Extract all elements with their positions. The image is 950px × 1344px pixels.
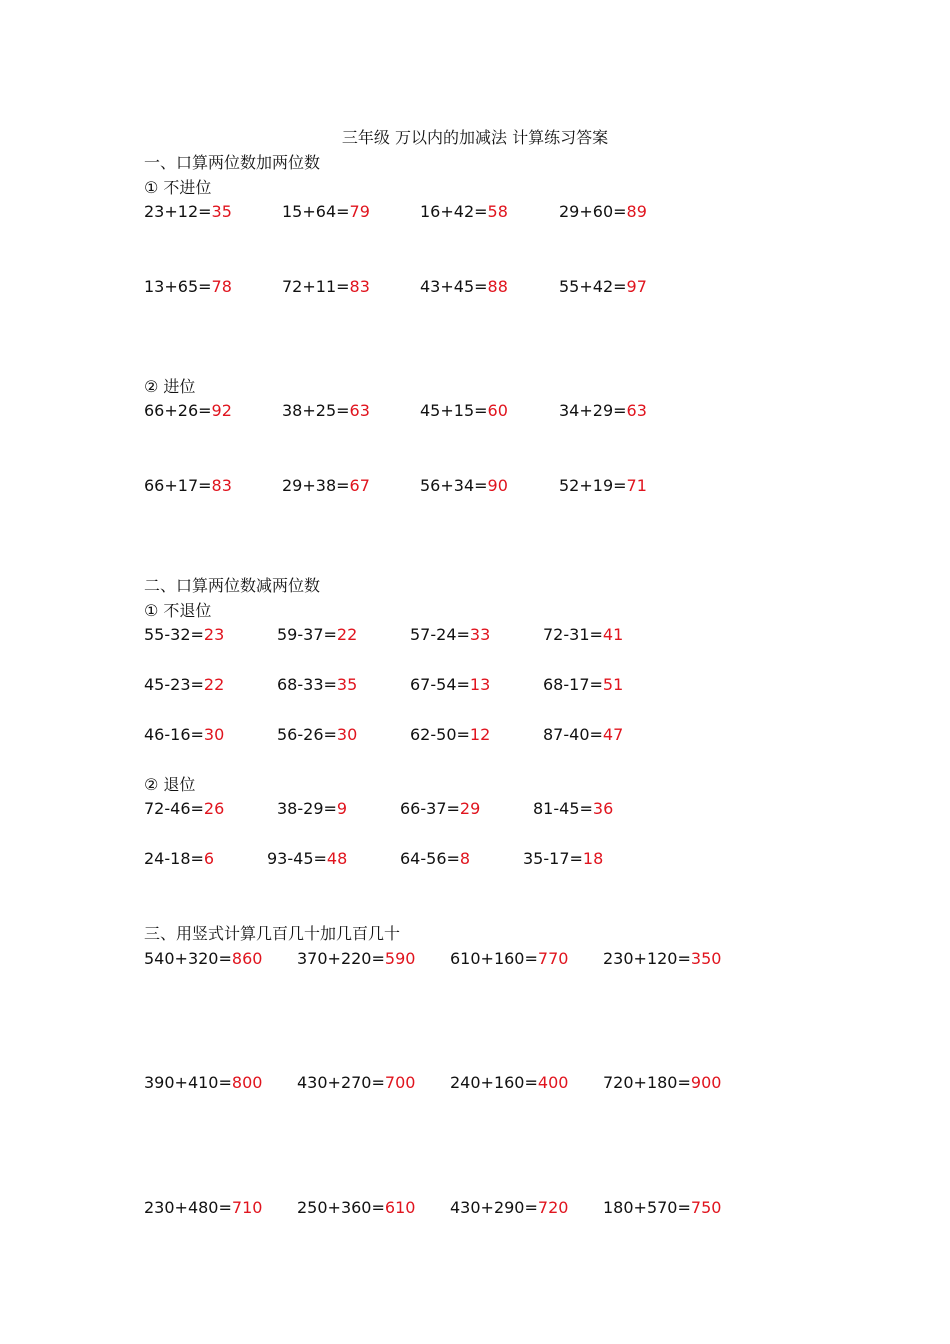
problem: [277, 625, 357, 645]
problem: [267, 849, 347, 869]
problem-expression: 46-16=: [144, 725, 204, 744]
problem: [543, 625, 623, 645]
problem-expression: 64-56=: [400, 849, 460, 868]
problem: [559, 202, 647, 222]
problem: [282, 476, 370, 496]
problem-answer: 860: [231, 949, 263, 968]
problem: [400, 849, 470, 869]
problem: [277, 725, 357, 745]
section-heading: 三、用竖式计算几百几十加几百几十: [144, 924, 401, 943]
problem-answer: 88: [487, 277, 508, 296]
problem-answer: 41: [602, 625, 624, 644]
problem-expression: 66+17=: [144, 476, 212, 495]
problem: [144, 625, 224, 645]
problem-expression: 430+290=: [450, 1198, 538, 1217]
problem: [400, 799, 480, 819]
problem-answer: 71: [626, 476, 647, 495]
problem: [420, 202, 508, 222]
problem-answer: 400: [537, 1073, 569, 1092]
problem: [144, 1198, 262, 1218]
problem: [603, 1198, 721, 1218]
problem-answer: 8: [459, 849, 471, 868]
problem: [559, 476, 647, 496]
problem: [144, 725, 224, 745]
problem: [144, 949, 262, 969]
problem: [420, 476, 508, 496]
subsection-label: ① 不进位: [144, 178, 212, 197]
problem-expression: 66-37=: [400, 799, 460, 818]
problem-expression: 34+29=: [559, 401, 627, 420]
problem-expression: 52+19=: [559, 476, 627, 495]
problem: [450, 1198, 568, 1218]
problem-answer: 78: [211, 277, 232, 296]
problem-answer: 60: [487, 401, 508, 420]
problem-expression: 45+15=: [420, 401, 488, 420]
problem: [523, 849, 603, 869]
problem-answer: 6: [203, 849, 215, 868]
problem-answer: 89: [626, 202, 647, 221]
problem-expression: 16+42=: [420, 202, 488, 221]
problem-answer: 29: [459, 799, 481, 818]
problem-expression: 57-24=: [410, 625, 470, 644]
problem-expression: 370+220=: [297, 949, 385, 968]
problem: [277, 675, 357, 695]
problem-answer: 12: [469, 725, 491, 744]
problem-expression: 68-33=: [277, 675, 337, 694]
problem-answer: 83: [211, 476, 232, 495]
problem-answer: 79: [349, 202, 370, 221]
problem-answer: 83: [349, 277, 370, 296]
problem-answer: 720: [537, 1198, 569, 1217]
problem-answer: 590: [384, 949, 416, 968]
problem-expression: 230+120=: [603, 949, 691, 968]
subsection-label: ① 不退位: [144, 601, 212, 620]
problem: [410, 625, 490, 645]
problem: [144, 849, 214, 869]
subsection-label: ② 进位: [144, 377, 196, 396]
problem-expression: 35-17=: [523, 849, 583, 868]
problem-expression: 55-32=: [144, 625, 204, 644]
problem: [543, 675, 623, 695]
problem: [450, 949, 568, 969]
problem-expression: 240+160=: [450, 1073, 538, 1092]
problem-expression: 29+60=: [559, 202, 627, 221]
problem: [277, 799, 347, 819]
section-heading: 一、口算两位数加两位数: [144, 153, 321, 172]
problem-answer: 35: [336, 675, 358, 694]
problem-expression: 230+480=: [144, 1198, 232, 1217]
problem: [144, 202, 232, 222]
problem: [603, 949, 721, 969]
problem-expression: 87-40=: [543, 725, 603, 744]
problem: [450, 1073, 568, 1093]
problem-answer: 35: [211, 202, 232, 221]
problem: [282, 277, 370, 297]
problem-expression: 72-46=: [144, 799, 204, 818]
problem-expression: 66+26=: [144, 401, 212, 420]
problem-answer: 51: [602, 675, 624, 694]
problem-answer: 47: [602, 725, 624, 744]
problem-expression: 29+38=: [282, 476, 350, 495]
problem: [282, 401, 370, 421]
problem: [420, 401, 508, 421]
problem: [282, 202, 370, 222]
problem-answer: 22: [336, 625, 358, 644]
problem-answer: 13: [469, 675, 491, 694]
problem-answer: 770: [537, 949, 569, 968]
problem: [410, 725, 490, 745]
problem: [144, 675, 224, 695]
problem-expression: 250+360=: [297, 1198, 385, 1217]
problem-expression: 38+25=: [282, 401, 350, 420]
problem-expression: 81-45=: [533, 799, 593, 818]
problem-answer: 350: [690, 949, 722, 968]
problem-answer: 30: [203, 725, 225, 744]
problem-answer: 750: [690, 1198, 722, 1217]
problem-expression: 45-23=: [144, 675, 204, 694]
problem-expression: 72-31=: [543, 625, 603, 644]
problem: [543, 725, 623, 745]
problem: [144, 1073, 262, 1093]
problem-answer: 58: [487, 202, 508, 221]
problem-answer: 63: [349, 401, 370, 420]
problem-expression: 56-26=: [277, 725, 337, 744]
problem: [533, 799, 613, 819]
problem-answer: 97: [626, 277, 647, 296]
problem-expression: 67-54=: [410, 675, 470, 694]
problem-expression: 540+320=: [144, 949, 232, 968]
problem: [144, 277, 232, 297]
problem-expression: 59-37=: [277, 625, 337, 644]
problem-expression: 720+180=: [603, 1073, 691, 1092]
problem-answer: 90: [487, 476, 508, 495]
problem-answer: 36: [592, 799, 614, 818]
problem-answer: 700: [384, 1073, 416, 1092]
problem-answer: 33: [469, 625, 491, 644]
problem-expression: 93-45=: [267, 849, 327, 868]
problem-expression: 610+160=: [450, 949, 538, 968]
problem-expression: 38-29=: [277, 799, 337, 818]
problem-expression: 56+34=: [420, 476, 488, 495]
problem-expression: 430+270=: [297, 1073, 385, 1092]
page-title: 三年级 万以内的加减法 计算练习答案: [341, 128, 609, 147]
problem: [144, 799, 224, 819]
subsection-label: ② 退位: [144, 775, 196, 794]
problem: [144, 401, 232, 421]
problem-answer: 800: [231, 1073, 263, 1092]
problem-answer: 18: [582, 849, 604, 868]
problem-expression: 180+570=: [603, 1198, 691, 1217]
problem-answer: 63: [626, 401, 647, 420]
problem: [559, 277, 647, 297]
problem-answer: 900: [690, 1073, 722, 1092]
problem-expression: 72+11=: [282, 277, 350, 296]
section-heading: 二、口算两位数减两位数: [144, 576, 321, 595]
problem: [420, 277, 508, 297]
problem-expression: 15+64=: [282, 202, 350, 221]
problem: [144, 476, 232, 496]
problem-expression: 23+12=: [144, 202, 212, 221]
problem-answer: 22: [203, 675, 225, 694]
problem-expression: 24-18=: [144, 849, 204, 868]
problem: [297, 1073, 415, 1093]
problem-answer: 48: [326, 849, 348, 868]
problem: [603, 1073, 721, 1093]
problem-answer: 710: [231, 1198, 263, 1217]
problem-answer: 67: [349, 476, 370, 495]
problem: [297, 949, 415, 969]
problem-expression: 68-17=: [543, 675, 603, 694]
problem-expression: 55+42=: [559, 277, 627, 296]
problem-expression: 43+45=: [420, 277, 488, 296]
problem-expression: 13+65=: [144, 277, 212, 296]
problem: [297, 1198, 415, 1218]
problem-answer: 30: [336, 725, 358, 744]
problem-answer: 23: [203, 625, 225, 644]
problem-answer: 610: [384, 1198, 416, 1217]
problem: [559, 401, 647, 421]
problem-answer: 26: [203, 799, 225, 818]
problem: [410, 675, 490, 695]
problem-answer: 9: [336, 799, 348, 818]
problem-expression: 62-50=: [410, 725, 470, 744]
problem-expression: 390+410=: [144, 1073, 232, 1092]
problem-answer: 92: [211, 401, 232, 420]
